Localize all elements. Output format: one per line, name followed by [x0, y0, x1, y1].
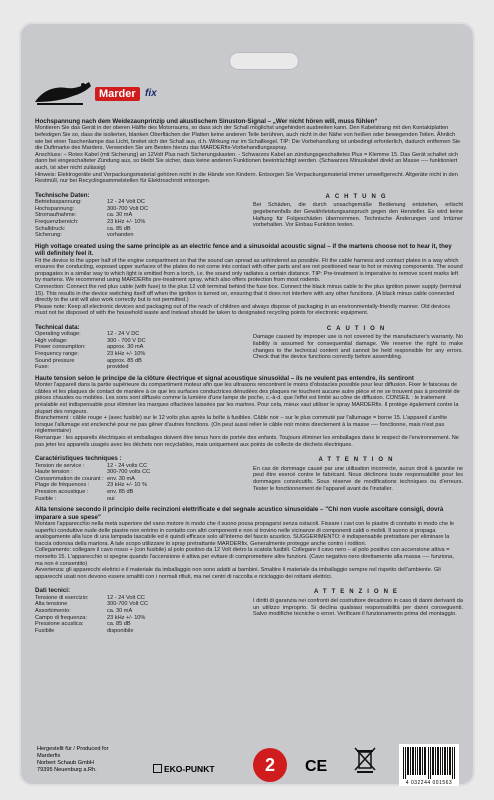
- tech-row: Stromaufnahme: ca. 30 mA: [35, 212, 133, 219]
- manufacturer-info: [37, 746, 109, 774]
- de-body: Montieren Sie das Gerät in der oberen Hälfte des Motorraums, so dass sich der Schall möglichst ungehindert ausbreiten kann. Den Kabelstrang mit den Kontaktplatten befestigen Sie so, dass die isolierten, blanken Oberflächen der Platten keine anderen Teile berühren, auch nicht in der Nähe von heißen oder bewegenden Teilen. Ähnlich wie bei einer Taschenlampe das Licht, breitet sich der Schall aus, d.h. Wirkung nur im Schallkegel. TIP: Die Vorbehandlung ist unbedingt erforderlich, dadurch entfernen Sie die Duftmarke des Marders. Verwenden Sie am Besten hierzu das MARDERfix-Vorbehandlungsspray.: [35, 125, 461, 152]
- tech-row: Sound pressure approx. 85 dB: [35, 357, 142, 364]
- tech-row: Tension de service : 12 - 24 volts CC: [35, 462, 148, 469]
- maker-line: Marderfix: [37, 753, 61, 759]
- maker-line: 79395 Neuenburg a.Rh.: [37, 767, 97, 773]
- de-tech: [35, 188, 205, 239]
- de-tech-title: Technische Daten:: [35, 191, 90, 199]
- tech-row: Alta tensione 300-700 Volt CC: [35, 601, 149, 608]
- en-body: Fit the device to the upper half of the engine compartment so that the sound can spread as unhindered as possible. Fit the cable harness and contact plates in a way which ensures the conducting, exposed upper surfaces of the plates do not come into contact with other parts and are not positioned near to hot or moving components. The sound propagates in a similar way to which light is emitted from a torch, i.e. the sound only radiates a certain distance. TIP: Pre-treatment is imperative to remove scent marks left by martens. We recommend using MARDERfix pre-treatment spray, which also offers protection from most rodents.: [35, 257, 463, 284]
- tech-row: Betriebsspannung: 12 - 24 Volt DC: [35, 199, 145, 206]
- en-row: [35, 320, 463, 371]
- en-title: High voltage created using the same principle as an electric fence and a sinusoidal acoustic signal – if the martens choose not to hear it, they will definitely feel it.: [35, 242, 452, 258]
- barcode-icon: [403, 747, 455, 779]
- instructions: [35, 114, 463, 634]
- barcode: [399, 744, 459, 786]
- ce-mark: CE: [305, 758, 328, 775]
- tech-row: Fuse: provided: [35, 364, 129, 371]
- eko-square-icon: [153, 764, 162, 773]
- fr-note: Remarque : les appareils électriques et emballages doivent être tenus hors de portée des enfants. Toujours éliminer les emballages dans le respect de l'environnement. Ne pas jeter les appareils usagés avec les déchets non recyclables, mais uniquement aux points de collecte de déchets électriques.: [35, 435, 459, 448]
- barcode-number: 4 032244 001563: [405, 780, 453, 786]
- it-note: Avvertenza: gli apparecchi elettrici e il materiale da imballaggio non sono adatti ai bambini. Smaltire il materiale da imballaggio sempre nel rispetto dell'ambiente. Gli apparecchi usati non devono essere smaltiti con i normali rifiuti, ma nei centri di raccolta e riciclaggio dei rottami elettrici.: [35, 567, 441, 580]
- fr-row: [35, 451, 463, 502]
- tech-row: Tensione di esercizio: 12 - 24 Volt CC: [35, 594, 145, 601]
- maker-line: Hergestellt für / Produced for: [37, 746, 109, 752]
- en-tech: [35, 320, 205, 371]
- fr-body: Monter l'appareil dans la partie supérieure du compartiment moteur afin que les ultrasons rencontrent le moins d'obstacles possible pour leur diffusion. Fixer le faisceau de câbles et les plaques de contact de manière à ce que les surfaces conductrices dénudées des plaques ne touchent aucune autre pièce et ne se trouvent pas à proximité de pièces chaudes ou mobiles. Les sons sont diffusés comme la lumière d'une lampe de poche, c.-à-d. que l'effet est limité au cône de diffusion. CONSEIL : le traitement préalable est indispensable pour éliminer les marques olfactives laissées par les martres. Pour cela, mieux vaut utiliser le spray MARDERfix. Il protège également contre la plupart des rongeurs.: [35, 382, 460, 415]
- en-tech-title: Technical data:: [35, 323, 80, 331]
- tech-row: Campo di frequenza: 23 kHz +/- 10%: [35, 614, 146, 621]
- tech-row: Sicherung: vorhanden: [35, 232, 134, 239]
- tech-row: Haute tension : 300-700 volts CC: [35, 469, 151, 476]
- marten-icon: [33, 76, 93, 108]
- tech-row: Frequency range: 23 kHz +/- 10%: [35, 351, 146, 358]
- eko-punkt-logo: [153, 764, 215, 774]
- it-warning-title: ATTENZIONE: [314, 589, 402, 596]
- en-warning: [253, 326, 463, 371]
- tech-row: Schalldruck: ca. 85 dB: [35, 225, 131, 232]
- fr-tech-title: Caractéristiques techniques :: [35, 455, 122, 463]
- fr-warning-title: ATTENTION: [318, 457, 398, 464]
- it-title: Alta tensione secondo il principio delle recinzioni elettrificate e del segnale acustico sinusoidale – "Chi non vuole ascoltare consigli, dovrà imparare a sue spese": [35, 506, 444, 521]
- it-row: [35, 583, 463, 634]
- tech-row: Fusibile disponibile: [35, 627, 134, 634]
- de-title: Hochspannung nach dem Weidezaunprinzip und akustischem Sinuston-Signal – „Wer nicht hören will, muss fühlen“: [35, 118, 378, 125]
- fr-warning: [253, 457, 463, 502]
- tech-row: Frequenzbereich: 23 kHz +/- 10%: [35, 218, 146, 225]
- product-card: [19, 22, 475, 786]
- fr-tech: [35, 451, 205, 502]
- crossed-bin-icon: [353, 746, 377, 774]
- tech-row: Operating voltage: 12 - 24 V DC: [35, 331, 140, 338]
- it-warning-body: I diritti di garanzia nei confronti del costruttore decadono in caso di danni derivanti da un utilizzo improprio. Si declina qualsiasi responsabilità per danni conseguenti. Salvo modifiche tecniche o errori. Verificare il funzionamento prima del montaggio.: [253, 597, 463, 618]
- en-warning-body: Damage caused by improper use is not covered by the manufacturer's warranty. No liability is assumed for consequential damage. We reserve the right to make changes to the technical content and cannot be held responsible for any errors. Check that the device functions correctly before assembling.: [253, 334, 463, 361]
- de-warning: [253, 194, 463, 239]
- de-note: Hinweis: Elektrogeräte und Verpackungsmaterial gehören nicht in die Hände von Kindern. Entsorgen Sie Verpackungsmaterial immer umweltgerecht. Altgeräte nicht in den Restmüll, nur bei Recyclingsammelstellen für Elektroschrott entsorgen.: [35, 171, 458, 185]
- tech-row: High voltage: 300 - 700 V DC: [35, 337, 146, 344]
- brand-logo: [33, 76, 183, 110]
- tech-row: Assorbimento: ca. 30 mA: [35, 607, 133, 614]
- green-dot-icon: 2: [253, 748, 287, 782]
- maker-line: Norbert Schaub GmbH: [37, 760, 94, 766]
- tech-row: Pressione acustica: ca. 85 dB: [35, 621, 131, 628]
- it-tech: [35, 583, 205, 634]
- tech-row: Hochspannung: 300-700 Volt DC: [35, 205, 149, 212]
- fr-connect: Branchement : câble rouge + (avec fusible) sur le 12 volts plus après la boîte à fusibles. Câble noir – sur le plus commuté par l'allumage = borne 15. L'appareil s'arrête lorsque l'allumage est enclenché pour ne pas gêner d'autres fonctions. (On peut aussi relier le câble noir moins directement à la masse ---- fonctionne, mais n'est pas réglementaire): [35, 415, 448, 435]
- tech-row: Plage de fréquences : 23 kHz +/- 10 %: [35, 482, 147, 489]
- brand-name: Marder: [95, 87, 140, 101]
- brand-suffix: fix: [145, 88, 157, 99]
- tech-row: Consommation de courant : env. 30 mA: [35, 475, 135, 482]
- en-connect: Connection: Connect the red plus cable (with fuse) to the plus 12 volt terminal behind the fuse box. Connect the black minus cable to the plus ignition power supply (terminal 15). This results in the device switching itself off when the ignition is turned on, ensuring that it does not interfere with any other functions. (A black minus cable connected directly to the unit will also work correctly but is not permitted.): [35, 283, 462, 304]
- it-tech-title: Dati tecnici:: [35, 587, 71, 595]
- it-warning: [253, 589, 463, 634]
- tech-row: Power consumption: approx. 30 mA: [35, 344, 144, 351]
- footer: [35, 738, 463, 786]
- fr-warning-body: En cas de dommage causé par une utilisation incorrecte, aucun droit à garantie ne peut être exercé contre le fabricant. Nous déclinons toute responsabilité pour les dommages consécutifs. Sous réserve de modifications techniques ou d'erreurs. Tester le fonctionnement de l'appareil avant de l'installer.: [253, 465, 463, 492]
- de-warning-body: Bei Schäden, die durch unsachgemäße Bedienung entstehen, erlischt gegebenenfalls der Gewährleistungsanspruch gegen den Hersteller. Es wird keine Haftung für Folgeschäden übernommen. Technische Änderungen und Irrtümer vorbehalten. Vor Einbau Funktion testen.: [253, 202, 463, 229]
- it-body: Montare l'apparecchio nella metà superiore del vano motore in modo che il suono possa propagarsi senza ostacoli. Fissare i cavi con le piastre di contatto in modo che le superfici conduttive nude delle piastre non entrino in contatto con altri componenti e non si trovino nelle vicinanze di componenti caldi o mobili. Il suono si propaga analogamente alla luce di una lampada tascabile ed è quindi efficace solo all'interno del fascio acustico. SUGGERIMENTO: è indispensabile pretrattare per eliminare la traccia odorosa della martora. A tale scopo utilizzare lo spray pretrattante MARDERfix. Generalmente protegge anche contro i roditori.: [35, 520, 454, 547]
- de-row: [35, 188, 463, 239]
- hang-hole: [229, 52, 299, 70]
- it-connect: Collegamento: collegare il cavo rosso + (con fusibile) al polo positivo da 12 Volt dietro la scatola fusibili. Collegare il cavo nero – al polo positivo con accensione attiva = morsetto 15. L'apparecchio si spegne quando l'accensione è attiva per evitare di compromettere altre funzioni. (Cavo negativo nero direttamente alla massa ---- funziona, ma non è consentito): [35, 547, 454, 567]
- tech-row: Fusible : oui: [35, 495, 115, 502]
- en-warning-title: CAUTION: [326, 325, 390, 332]
- de-connect: Anschluss: – Rotes Kabel (mit Sicherung) an 12Volt Plus nach Sicherungskasten. - Schwarzes Kabel an zündungsgeschaltetes Plus = Klemme 15. Das Gerät schaltet sich dann bei eingeschalteter Zündung aus, so bleibt Sie sicher, dass keine anderen Funktionen beeinträchtigt werden. (Schwarzes Minuskabel direkt an Masse ---- funktioniert auch, ist aber nicht zulässig): [35, 151, 459, 171]
- fr-title: Haute tension selon le principe de la clôture électrique et signal acoustique sinusoïdal – ils ne veulent pas entendre, ils sentiront: [35, 374, 414, 382]
- en-note: Please note: Keep all electronic devices and packaging out of the reach of children and always dispose of packaging in an environmentally-friendly manner. Old devices must not be disposed of with the household waste and instead should be taken to designated recycling points for electronic equipment.: [35, 303, 451, 317]
- de-warning-title: ACHTUNG: [325, 193, 391, 200]
- eko-label: EKO-PUNKT: [164, 764, 215, 774]
- tech-row: Pression acoustique : env. 85 dB: [35, 488, 134, 495]
